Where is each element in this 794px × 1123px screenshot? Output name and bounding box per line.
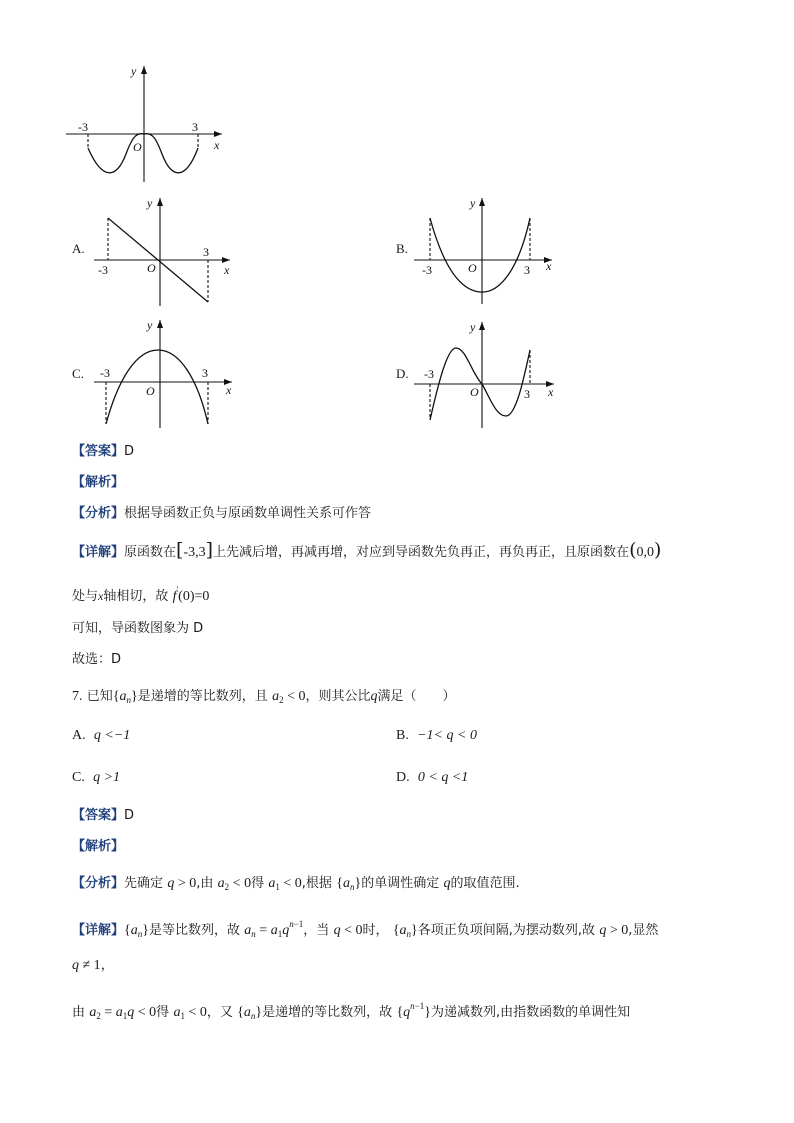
- svg-text:O: O: [147, 261, 156, 275]
- interval-value: -3,3: [183, 545, 206, 560]
- q6-conclusion-line: 可知，导函数图象为 D: [72, 621, 204, 636]
- option-c-letter: C.: [72, 366, 84, 381]
- svg-text:-3: -3: [422, 263, 432, 277]
- option-d-letter: D.: [396, 366, 409, 381]
- svg-text:3: 3: [202, 366, 208, 380]
- tick-pos3: 3: [192, 120, 198, 134]
- origin-label: O: [133, 140, 142, 154]
- svg-text:y: y: [470, 196, 476, 210]
- y-label: y: [131, 64, 137, 78]
- q6-analysis-heading: 【解析】: [72, 475, 125, 490]
- q6-detail-line-2: 处与x轴相切，故 f'(0)=0: [72, 585, 210, 604]
- q7-detail-line-3: 由 $a_2 = a_1q < 0$得 $a_1 < 0$，又 $\{a_n\}$是递增的等比数列，故 $\{q^{n-1}\}$为递减数列,由指数函数的单调性知: [72, 1001, 631, 1021]
- option-a-graph: [90, 192, 240, 310]
- point-value: 0,0: [636, 545, 654, 560]
- svg-text:y: y: [147, 318, 153, 332]
- svg-text:3: 3: [524, 263, 530, 277]
- q6-detail-line: 【详解】原函数在[-3,3]上先减后增，再减再增，对应到导函数先负再正，再负再正，且原函数在(0,0): [72, 539, 662, 561]
- q7-detail-line-2: q ≠ 1，: [72, 958, 114, 973]
- option-a-letter: A.: [72, 241, 85, 256]
- tick-neg3: -3: [78, 120, 88, 134]
- q7-number: 7.: [72, 689, 83, 704]
- q6-fenxi-line: 【分析】根据导函数正负与原函数单调性关系可作答: [72, 506, 372, 521]
- x-label: x: [214, 138, 220, 152]
- svg-text:y: y: [147, 196, 153, 210]
- option-b-letter: B.: [396, 241, 408, 256]
- svg-text:3: 3: [203, 245, 209, 259]
- svg-text:-3: -3: [424, 367, 434, 381]
- svg-text:y: y: [470, 320, 476, 334]
- svg-text:3: 3: [524, 387, 530, 401]
- q7-fenxi-line: 【分析】先确定 q > 0,由 $a_2 < 0$得 $a_1 < 0$,根据 $\{a_n\}$的单调性确定 q的取值范围.: [72, 876, 520, 892]
- q7-analysis-heading: 【解析】: [72, 839, 125, 854]
- svg-text:O: O: [468, 261, 477, 275]
- q7-option-d: D. 0 < q <1: [396, 770, 469, 785]
- svg-text:-3: -3: [98, 263, 108, 277]
- svg-text:-3: -3: [100, 366, 110, 380]
- q7-option-a: A. q <−1: [72, 728, 131, 743]
- option-d-graph: [410, 316, 560, 434]
- svg-text:x: x: [226, 383, 232, 397]
- option-c-graph: [90, 316, 240, 434]
- svg-text:x: x: [546, 259, 552, 273]
- q7-stem: 7. 已知$\{a_n\}$是递增的等比数列，且 $a_2 < 0$，则其公比q满足（ ）: [72, 689, 456, 705]
- option-b-graph: [410, 192, 560, 310]
- original-function-graph: [62, 58, 234, 190]
- svg-text:O: O: [470, 385, 479, 399]
- answer-value: D: [124, 444, 135, 459]
- svg-text:x: x: [548, 385, 554, 399]
- q7-option-b: B. −1< q < 0: [396, 728, 477, 743]
- q6-answer-line: [72, 441, 134, 462]
- q7-option-c: C. q >1: [72, 770, 121, 785]
- svg-text:x: x: [224, 263, 230, 277]
- answer-tag: 【答案】: [72, 444, 125, 459]
- q7-answer-line: 【答案】D: [72, 808, 135, 823]
- q6-choice-line: 故选：D: [72, 652, 122, 667]
- q7-detail-line: 【详解】$\{a_n\}$是等比数列，故 $a_n = a_1q^{n-1}$，当 q < 0时， $\{a_n\}$各项正负项间隔,为摆动数列,故 q > 0,显然: [72, 919, 659, 939]
- svg-text:O: O: [146, 384, 155, 398]
